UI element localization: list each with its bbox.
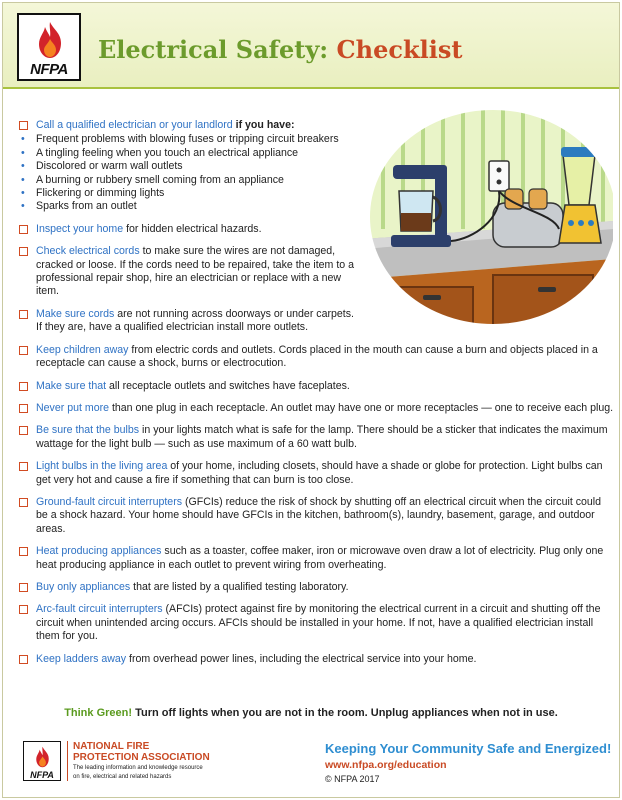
list-item (19, 308, 359, 335)
checkbox-icon (19, 382, 28, 391)
bullet-item: • Sparks from an outlet (19, 200, 359, 213)
title-part2: Checklist (336, 35, 463, 64)
checkbox-icon (19, 498, 28, 507)
checkbox-icon (19, 547, 28, 556)
footer-logo-text: NFPA (30, 770, 54, 780)
item-text: (AFCIs) protect against fire by monitoring the electrical current in a circuit and shutting off the circuit when unintended arcing occurs. AFCIs should be installed in your home. If not, have a qualified electrician install them for you. (36, 603, 601, 643)
title-part1: Electrical Safety: (98, 35, 329, 64)
list-item (19, 344, 615, 371)
checkbox-icon (19, 121, 28, 130)
org-tagline-line2: on fire, electrical and related hazards (73, 774, 172, 780)
item-text: in your lights match what is safe for the lamp. There should be a sticker that indicates the maximum wattage for the light bulb — such as use maximum of a 60 watt bulb. (36, 424, 608, 450)
list-item (19, 603, 615, 643)
bullet-list (19, 133, 359, 213)
org-block (67, 741, 217, 781)
org-name-line2: PROTECTION ASSOCIATION (73, 752, 210, 763)
item-lead: Ground-fault circuit interrupters (36, 495, 183, 508)
item-lead: Light bulbs in the living area (36, 460, 168, 473)
bullet-item: • Flickering or dimming lights (19, 187, 359, 200)
checkbox-icon (19, 426, 28, 435)
page-title (98, 35, 462, 64)
item-text: from overhead power lines, including the electrical service into your home. (126, 652, 477, 665)
checkbox-icon (19, 462, 28, 471)
item-text: are not running across doorways or under carpets. If they are, have a qualified electrician install more outlets. (36, 307, 354, 334)
list-item (19, 424, 615, 451)
header (3, 3, 619, 89)
item-text: to make sure the wires are not damaged, cracked or loose. If the cords need to be repaired, take the item to a professional repair shop, hire an electrician or replace with a new item. (36, 245, 354, 298)
checklist (19, 119, 615, 675)
item-lead: Make sure cords (36, 307, 115, 320)
list-item (19, 380, 615, 393)
checkbox-icon (19, 404, 28, 413)
org-tagline-line1: The leading information and knowledge resource (73, 765, 203, 771)
footer (3, 725, 619, 797)
item-text: all receptacle outlets and switches have faceplates. (106, 379, 350, 392)
slogan: Keeping Your Community Safe and Energized! (325, 741, 612, 756)
item-lead: Never put more (36, 401, 110, 414)
item-text: of your home, including closets, should have a shade or globe for protection. Light bulbs can get very hot and cause a fire if something that can burn is too close. (36, 460, 603, 486)
list-item (19, 223, 359, 236)
list-item (19, 496, 615, 536)
think-green-text: Turn off lights when you are not in the room. Unplug appliances when not in use. (132, 707, 558, 719)
copyright: © NFPA 2017 (325, 774, 380, 784)
checkbox-icon (19, 346, 28, 355)
bullet-item: • Frequent problems with blowing fuses or tripping circuit breakers (19, 133, 359, 146)
item-lead: Buy only appliances (36, 580, 131, 593)
item-lead: Keep ladders away (36, 652, 127, 665)
item-text: that are listed by a qualified testing laboratory. (130, 580, 349, 593)
item-lead: Check electrical cords (36, 245, 140, 258)
item-lead: Make sure that (36, 379, 107, 392)
think-green-note (3, 707, 619, 719)
item-text: (GFCIs) reduce the risk of shock by shutting off an electrical circuit when the circuit could be a shock hazard. Your home should have GFCIs in the kitchen, bathroom(s), laundry, basement, garage, and outdoor areas. (36, 495, 602, 535)
list-item (19, 460, 615, 487)
item-lead: Call a qualified electrician or your landlord (36, 119, 233, 131)
logo-text: NFPA (30, 61, 68, 78)
website-link[interactable]: www.nfpa.org/education (325, 759, 447, 771)
item-text: for hidden electrical hazards. (123, 222, 262, 235)
flame-icon (35, 21, 65, 59)
nfpa-logo (17, 13, 81, 81)
item-text: such as a toaster, coffee maker, iron or microwave oven draw a lot of electricity. Plug only one heat producing appliance in each outlet to prevent wiring from overheating. (36, 545, 604, 571)
item-lead-suffix: if you have: (232, 119, 295, 131)
checkbox-icon (19, 310, 28, 319)
flame-icon (34, 746, 51, 768)
item-lead: Be sure that the bulbs (36, 424, 140, 437)
checkbox-icon (19, 583, 28, 592)
item-lead: Arc-fault circuit interrupters (36, 603, 163, 616)
list-item (19, 545, 615, 572)
checkbox-icon (19, 605, 28, 614)
list-item (19, 653, 615, 666)
item-lead: Heat producing appliances (36, 545, 162, 558)
org-name-line1: NATIONAL FIRE (73, 741, 150, 752)
think-green-label: Think Green! (64, 707, 133, 719)
list-item (19, 402, 615, 415)
footer-nfpa-logo (23, 741, 61, 781)
bullet-item: • Discolored or warm wall outlets (19, 160, 359, 173)
checkbox-icon (19, 655, 28, 664)
bullet-item: • A burning or rubbery smell coming from an appliance (19, 174, 359, 187)
list-item (19, 245, 359, 299)
item-lead: Inspect your home (36, 222, 124, 235)
item-text: than one plug in each receptacle. An outlet may have one or more receptacles — one to receive each plug. (109, 401, 614, 414)
item-lead: Keep children away (36, 343, 129, 356)
list-item (19, 119, 359, 214)
checklist-sheet (2, 2, 620, 798)
list-item (19, 581, 615, 594)
item-text: from electric cords and outlets. Cords placed in the mouth can cause a burn and objects placed in a receptacle can cause a shock, burns or electrocution. (36, 343, 598, 370)
bullet-item: • A tingling feeling when you touch an electrical appliance (19, 147, 359, 160)
checkbox-icon (19, 225, 28, 234)
checkbox-icon (19, 247, 28, 256)
